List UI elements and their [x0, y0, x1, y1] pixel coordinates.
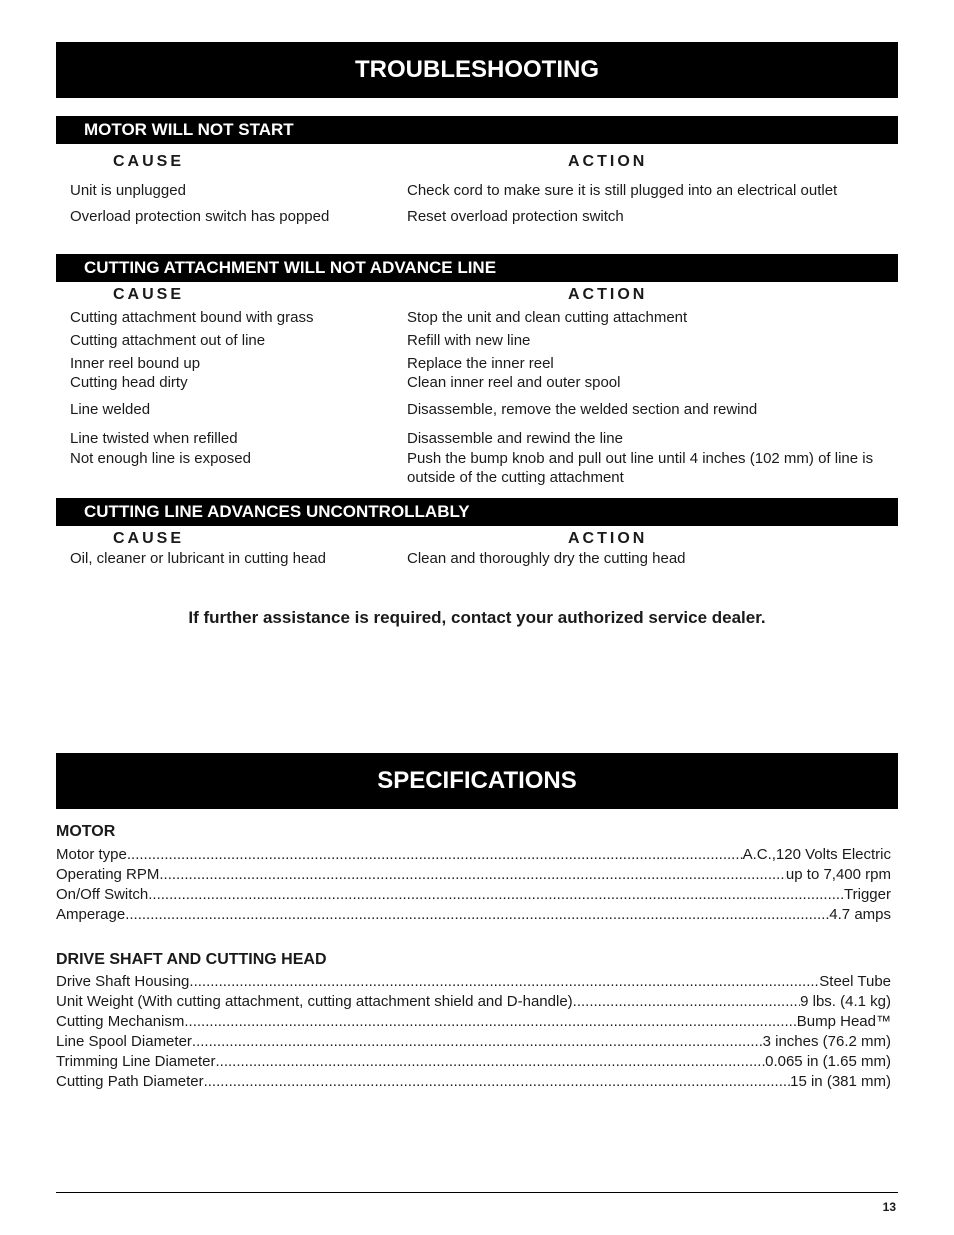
action-text: Check cord to make sure it is still plugged into an electrical outlet	[407, 182, 838, 199]
spec-label: On/Off Switch	[56, 886, 149, 903]
cause-text: Cutting attachment out of line	[70, 332, 266, 349]
spec-label: Trimming Line Diameter	[56, 1053, 216, 1070]
spec-value: Trigger	[844, 886, 891, 903]
action-text: Reset overload protection switch	[407, 208, 624, 225]
dot-leader	[192, 1032, 763, 1052]
dot-leader	[573, 992, 800, 1012]
action-text: Clean and thoroughly dry the cutting head	[407, 550, 686, 567]
cause-text: Cutting attachment bound with grass	[70, 309, 314, 326]
dot-leader	[216, 1052, 766, 1072]
cause-text: Overload protection switch has popped	[70, 208, 330, 225]
spec-label: Unit Weight (With cutting attachment, cutting attachment shield and D-handle)	[56, 993, 573, 1010]
spec-label: Cutting Mechanism	[56, 1013, 185, 1030]
spec-label: Amperage	[56, 906, 126, 923]
dot-leader	[204, 1072, 791, 1092]
cause-text: Not enough line is exposed	[70, 450, 251, 467]
spec-label: Drive Shaft Housing	[56, 973, 190, 990]
spec-label: Operating RPM	[56, 866, 160, 883]
cause-column-header: CAUSE	[113, 286, 185, 303]
footer-rule	[56, 1192, 898, 1193]
spec-value: Bump Head™	[796, 1013, 891, 1030]
spec-label: Cutting Path Diameter	[56, 1073, 204, 1090]
action-text: Refill with new line	[407, 332, 531, 349]
section-title: MOTOR WILL NOT START	[84, 120, 294, 139]
cause-text: Inner reel bound up	[70, 355, 201, 372]
cause-text: Unit is unplugged	[70, 182, 186, 199]
section-header-cutting-line-advances-uncontrollably	[56, 498, 898, 526]
spec-row	[56, 845, 891, 865]
cause-column-header: CAUSE	[113, 530, 185, 547]
spec-value: up to 7,400 rpm	[785, 866, 891, 883]
specifications-banner	[56, 753, 898, 809]
page-number: 13	[882, 1200, 896, 1214]
cause-column-header: CAUSE	[113, 153, 185, 170]
dot-leader	[184, 1012, 796, 1032]
spec-row	[56, 1052, 891, 1072]
dot-leader	[127, 845, 743, 865]
spec-value: A.C.,120 Volts Electric	[742, 846, 891, 863]
service-dealer-note: If further assistance is required, contact your authorized service dealer.	[188, 608, 766, 627]
spec-row	[56, 1072, 891, 1092]
specifications-title: SPECIFICATIONS	[377, 767, 577, 794]
spec-value: Steel Tube	[819, 973, 891, 990]
dot-leader	[148, 885, 844, 905]
action-text: Stop the unit and clean cutting attachment	[407, 309, 688, 326]
action-text: Disassemble and rewind the line	[407, 430, 623, 447]
spec-group-heading-drive-shaft: DRIVE SHAFT AND CUTTING HEAD	[56, 951, 327, 968]
cause-text: Cutting head dirty	[70, 374, 188, 391]
cause-text: Oil, cleaner or lubricant in cutting head	[70, 550, 326, 567]
action-text: Replace the inner reel	[407, 355, 554, 372]
action-text: Disassemble, remove the welded section and rewind	[407, 401, 758, 418]
section-header-motor-will-not-start	[56, 116, 898, 144]
spec-value: 15 in (381 mm)	[790, 1073, 891, 1090]
spec-value: 3 inches (76.2 mm)	[762, 1033, 891, 1050]
spec-value: 4.7 amps	[829, 906, 891, 923]
spec-row	[56, 1032, 891, 1052]
section-title: CUTTING ATTACHMENT WILL NOT ADVANCE LINE	[84, 258, 497, 277]
action-column-header: ACTION	[568, 153, 648, 170]
cause-text: Line welded	[70, 401, 151, 418]
spec-row	[56, 885, 891, 905]
spec-label: Motor type	[56, 846, 127, 863]
action-column-header: ACTION	[568, 286, 648, 303]
action-text: Push the bump knob and pull out line until 4 inches (102 mm) of line is outside of the cutting attachment	[407, 450, 874, 486]
action-text: Clean inner reel and outer spool	[407, 374, 621, 391]
cause-text: Line twisted when refilled	[70, 430, 238, 447]
dot-leader	[189, 972, 819, 992]
spec-group-heading-motor: MOTOR	[56, 823, 116, 840]
spec-label: Line Spool Diameter	[56, 1033, 192, 1050]
spec-row	[56, 992, 891, 1012]
spec-row	[56, 1012, 891, 1032]
action-column-header: ACTION	[568, 530, 648, 547]
troubleshooting-banner	[56, 42, 898, 98]
spec-row	[56, 865, 891, 885]
spec-value: 9 lbs. (4.1 kg)	[800, 993, 891, 1010]
spec-row	[56, 972, 891, 992]
troubleshooting-title: TROUBLESHOOTING	[355, 56, 599, 83]
section-header-cutting-attachment-will-not-advance-line	[56, 254, 898, 282]
spec-row	[56, 905, 891, 925]
dot-leader	[125, 905, 829, 925]
spec-value: 0.065 in (1.65 mm)	[765, 1053, 891, 1070]
dot-leader	[159, 865, 786, 885]
section-title: CUTTING LINE ADVANCES UNCONTROLLABLY	[84, 502, 470, 521]
